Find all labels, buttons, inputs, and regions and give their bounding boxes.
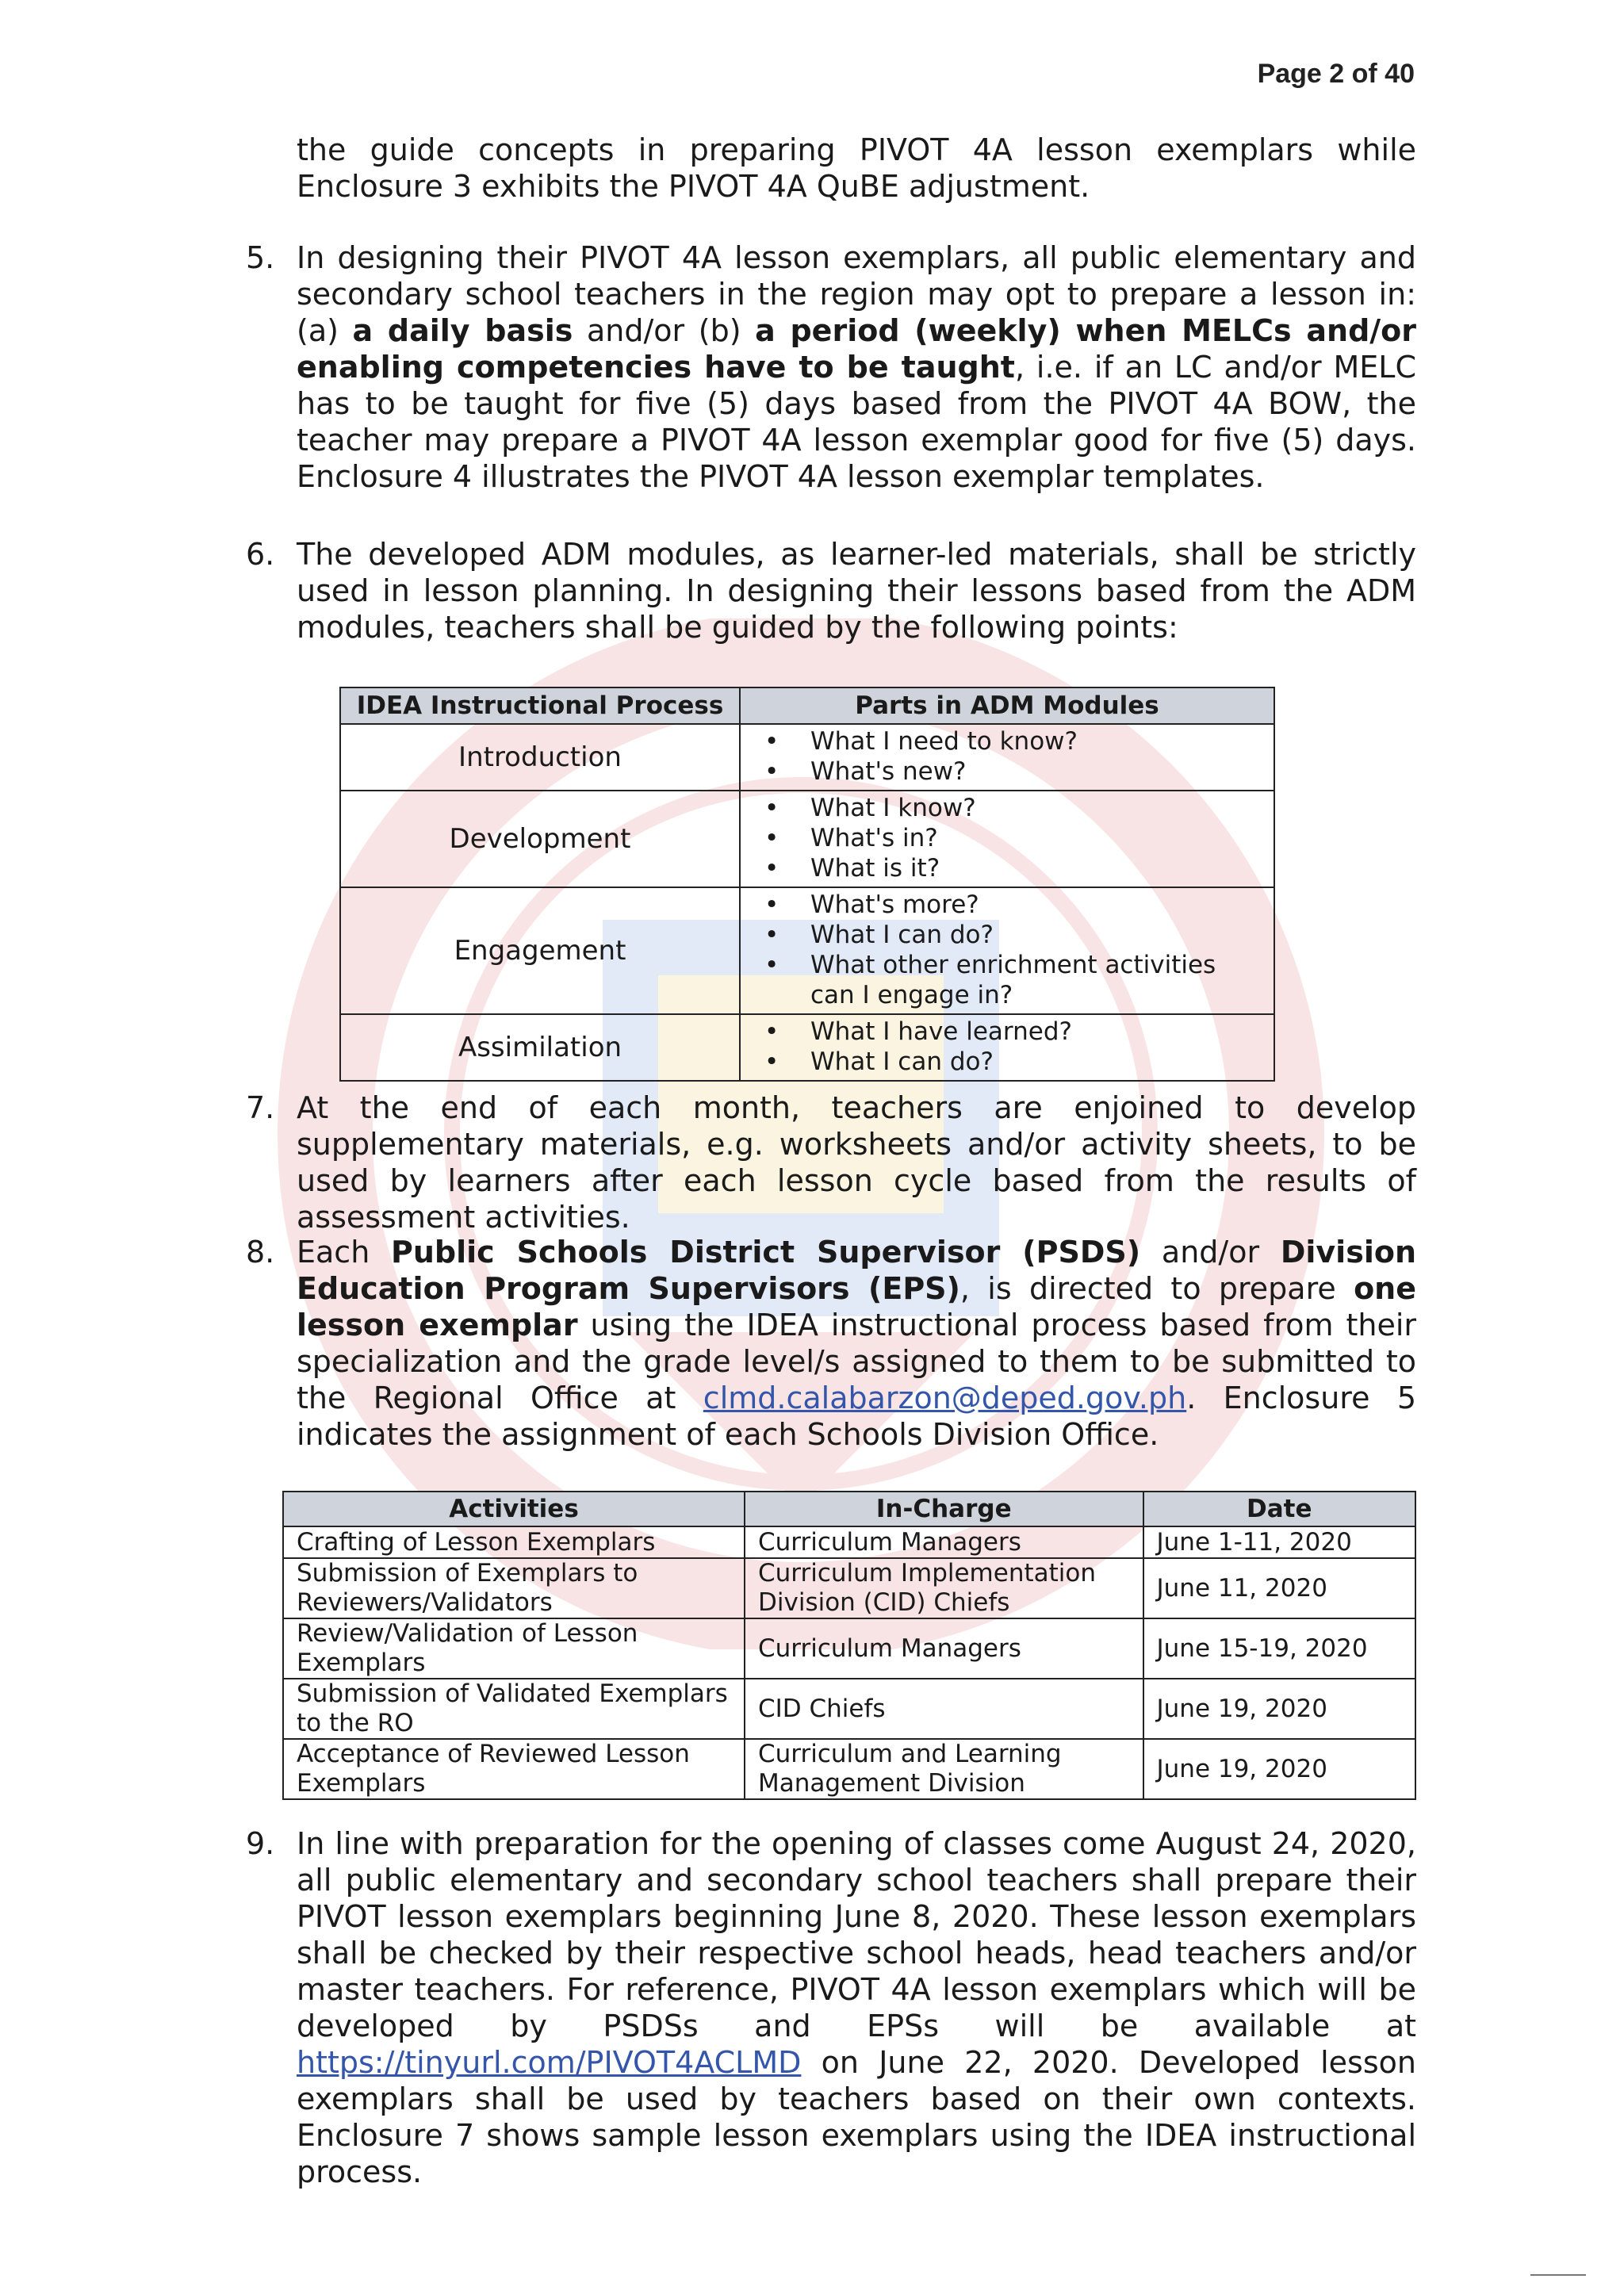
process-cell: Introduction [340,724,740,791]
activity-cell: Acceptance of Reviewed Lesson Exemplars [283,1739,745,1799]
table-row [283,1679,1415,1739]
table-row [283,1526,1415,1558]
date-cell: June 11, 2020 [1143,1558,1416,1618]
activity-cell: Crafting of Lesson Exemplars [283,1526,745,1558]
in-charge-cell: Curriculum Managers [745,1618,1143,1679]
p6-text: The developed ADM modules, as learner-led materials, shall be strictly used in lesson planning. In designing their lessons based from the ADM modules, teachers shall be guided by the following points: [297,537,1416,645]
parts-cell [740,887,1274,1014]
p9-text-1: In line with preparation for the opening of classes come August 24, 2020, all public elementary and secondary school teachers shall prepare their PIVOT lesson exemplars beginning June 8, 2020. These lesson exemplars shall be checked by their respective school heads, head teachers and/or master teachers. For reference, PIVOT 4A lesson exemplars which will be developed by PSDSs and EPSs will be available at [297,1826,1416,2043]
list-item: • What is it? [764,853,1266,883]
column-header: IDEA Instructional Process [340,687,740,724]
idea-process-table [339,687,1275,1082]
process-cell: Engagement [340,887,740,1014]
page-number: Page 2 of 40 [1257,59,1415,89]
table-header-row [340,687,1274,724]
table-row [340,1014,1274,1081]
p8-text-3: , is directed to prepare [959,1271,1354,1306]
paragraph-7 [246,1090,1416,1235]
column-header: Date [1143,1492,1416,1526]
activities-table [282,1491,1416,1800]
p9-text-2: on June 22, 2020. Developed lesson exemplars shall be used by teachers based on their own contexts. Enclosure 7 shows sample lesson exemplars using the IDEA instructional process. [297,2045,1416,2189]
parts-cell [740,724,1274,791]
p8-text-5: . Enclosure 5 indicates the assignment of each Schools Division Office. [297,1381,1416,1452]
p5-text-2: and/or (b) [573,313,756,348]
paragraph-8 [246,1234,1417,1453]
list-item: • What I know? [764,793,1266,823]
email-link[interactable]: clmd.calabarzon@deped.gov.ph [703,1381,1187,1415]
date-cell: June 19, 2020 [1143,1739,1416,1799]
date-cell: June 19, 2020 [1143,1679,1416,1739]
list-item: • What I have learned? [764,1017,1266,1047]
paragraph-6 [246,536,1416,645]
p8-text-2: and/or [1140,1235,1281,1270]
table-row [340,791,1274,887]
column-header: Activities [283,1492,745,1526]
list-item: • What's new? [764,756,1266,787]
item-number: 5. [246,240,275,275]
item-number: 8. [246,1235,275,1270]
list-item: • What's more? [764,890,1266,920]
item-number: 6. [246,537,275,572]
p5-bold-2: a period (weekly) when MELCs and/or enabling competencies have to be taught [297,313,1417,385]
in-charge-cell: Curriculum Managers [745,1526,1143,1558]
parts-cell [740,1014,1274,1081]
p5-text-1: In designing their PIVOT 4A lesson exemplars, all public elementary and secondary school teachers in the region may opt to prepare a lesson in: (a) [297,240,1416,348]
p8-bold-2: Division Education Program Supervisors (EPS) [297,1235,1417,1306]
parts-cell [740,791,1274,887]
p7-text: At the end of each month, teachers are enjoined to develop supplementary materials, e.g. worksheets and/or activity sheets, to be used by learners after each lesson cycle based from the results of assessment activities. [297,1090,1416,1235]
column-header: Parts in ADM Modules [740,687,1274,724]
activity-cell: Submission of Exemplars to Reviewers/Validators [283,1558,745,1618]
item-number: 7. [246,1090,275,1125]
list-item: • What I need to know? [764,726,1266,756]
p8-text-4: using the IDEA instructional process based from their specialization and the grade level/s assigned to them to be submitted to the Regional Office at [297,1308,1417,1415]
list-item: • What's in? [764,823,1266,853]
paragraph-9 [246,1825,1416,2190]
p5-text-3: , i.e. if an LC and/or MELC has to be taught for five (5) days based from the PIVOT 4A BOW, the teacher may prepare a PIVOT 4A lesson exemplar good for five (5) days. Enclosure 4 illustrates the PIVOT 4A lesson exemplar templates. [297,350,1416,494]
p8-bold-1: Public Schools District Supervisor (PSDS) [391,1235,1141,1270]
date-cell: June 1-11, 2020 [1143,1526,1416,1558]
list-item: • What I can do? [764,1047,1266,1077]
table-row [340,887,1274,1014]
paragraph-5 [246,239,1417,495]
process-cell: Assimilation [340,1014,740,1081]
in-charge-cell: Curriculum and Learning Management Division [745,1739,1143,1799]
activity-cell: Review/Validation of Lesson Exemplars [283,1618,745,1679]
in-charge-cell: Curriculum Implementation Division (CID) Chiefs [745,1558,1143,1618]
in-charge-cell: CID Chiefs [745,1679,1143,1739]
p8-text-1: Each [297,1235,392,1270]
item-number: 9. [246,1826,275,1861]
list-item: • What I can do? [764,920,1266,950]
table-header-row [283,1492,1415,1526]
tinyurl-link[interactable]: https://tinyurl.com/PIVOT4ACLMD [297,2045,802,2080]
list-item: • What other enrichment activities can I engage in? [764,950,1266,1010]
continuation-paragraph: the guide concepts in preparing PIVOT 4A lesson exemplars while Enclosure 3 exhibits the PIVOT 4A QuBE adjustment. [297,132,1416,204]
table-row [340,724,1274,791]
column-header: In-Charge [745,1492,1143,1526]
date-cell: June 15-19, 2020 [1143,1618,1416,1679]
table-row [283,1558,1415,1618]
table-row [283,1739,1415,1799]
table-row [283,1618,1415,1679]
activity-cell: Submission of Validated Exemplars to the RO [283,1679,745,1739]
p8-bold-3: one lesson exemplar [297,1271,1416,1342]
footer-rule [1530,2274,1586,2276]
p5-bold-1: a daily basis [352,313,573,348]
process-cell: Development [340,791,740,887]
